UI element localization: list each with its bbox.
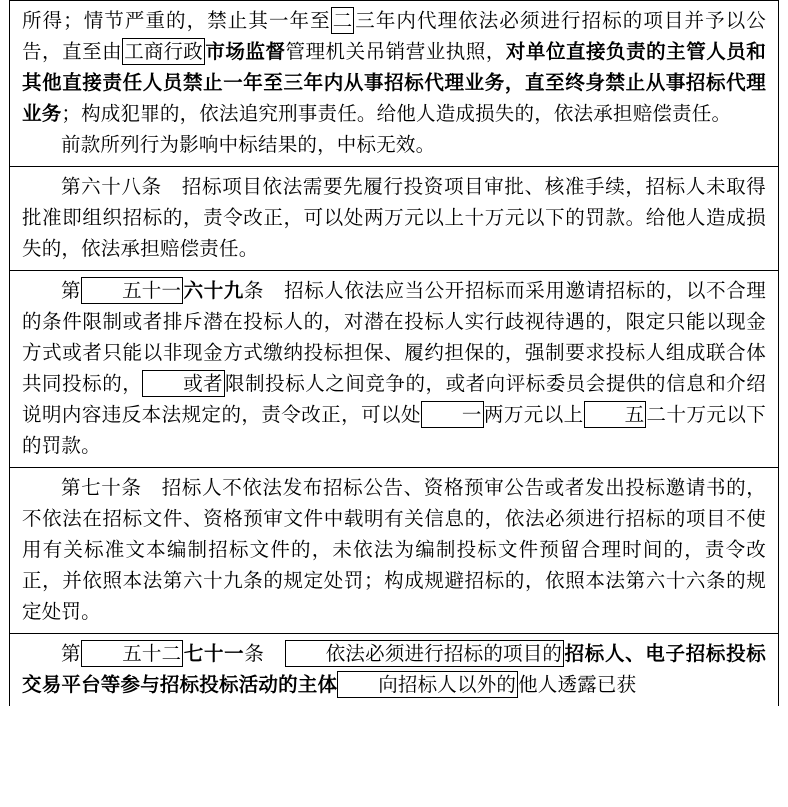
article-block-3 <box>10 271 779 468</box>
text-run: 二十万元以下的罚款。 <box>22 403 766 457</box>
table-row <box>10 167 779 271</box>
bold-run: 七十一 <box>183 642 245 665</box>
text-run: 两万元以上 <box>483 403 584 426</box>
article-block-1 <box>10 1 779 167</box>
text-run: 三年内代理依法必须进行招标的项目 <box>354 9 685 32</box>
text-run: 条 <box>244 642 285 665</box>
table-row <box>10 634 779 707</box>
text-run: 第七十条 招标人不依法发布招标公告、资格预审公告或者发出投标邀请书的，不依法在招标文件、资格预审文件中载明有关信息的，依法必须进行招标的项目不使用有关标准文本编制招标文件的，未依法为编制投标文件预留合理时间的，责令改正，并依照本法第六十九条的规定处罚；构成规避招标的，依照本法第六十六条的规定处罚。 <box>22 476 766 623</box>
table-row <box>10 1 779 167</box>
boxed-edit-run: 五十一 <box>81 277 183 304</box>
boxed-edit-run: 向招标人以外的 <box>337 671 518 698</box>
text-run: ；构成犯罪的，依法追究刑事责任。给他人造成损失的，依法承担赔偿责任。 <box>61 102 732 125</box>
bold-run: 招标人、电子招标投标交易平台等参与招标投标活动的主体 <box>22 642 766 696</box>
paragraph <box>22 472 766 627</box>
text-run: 第 <box>61 279 82 302</box>
boxed-edit-run: 依法必须进行招标的项目的 <box>285 640 564 667</box>
paragraph <box>22 129 766 160</box>
bold-run: 对单位直接负责的主管人员和其他直接责任人员禁止一年至三年内从事招标代理业务，直至终身禁止从事招标代理业务 <box>22 40 766 125</box>
text-run: 第六十八条 招标项目依法需要先履行投资项目审批、核准手续，招标人未取得批准即组织招标的，责令改正，可以处两万元以上十万元以下的罚款。给他人造成损失的，依法承担赔偿责任。 <box>22 175 766 260</box>
boxed-edit-run: 五 <box>584 401 647 428</box>
paragraph <box>22 275 766 461</box>
text-run: 所得；情节严重的，禁止其一年至 <box>22 9 331 32</box>
paragraph <box>22 171 766 264</box>
article-block-2 <box>10 167 779 271</box>
boxed-edit-run: 工商行政 <box>124 40 203 63</box>
boxed-edit-run: 或者 <box>142 370 224 397</box>
text-run: 前款所列行为影响中标结果的，中标无效。 <box>61 133 436 156</box>
text-run: 他人透露已获 <box>518 673 637 696</box>
law-text-table <box>9 0 779 706</box>
table-row <box>10 468 779 634</box>
boxed-edit-run: 五十二 <box>81 640 183 667</box>
text-run: 条 招标人依法应当公开招标而采用邀请招标的，以不合理的条件限制或者排斥潜在投标人的，对潜在投标人实行歧视待遇的，限定只能以现金方式或者只能以非现金方式缴纳投标担保、履约担保的，强制要求投标人组成联合体共同投标的， <box>22 279 767 395</box>
law-text-body <box>10 1 779 707</box>
text-run: 第 <box>61 642 82 665</box>
boxed-edit-run: 一 <box>421 401 484 428</box>
article-block-4 <box>10 468 779 634</box>
text-run: 并予以公告，直至由 <box>22 9 766 63</box>
text-run: 限制投标人之间竞争的，或者向评标委员会提供的信息和介绍说明内容违反本法规定的，责令改正，可以处 <box>22 372 766 426</box>
paragraph <box>22 638 766 700</box>
bold-run: 六十九 <box>183 279 244 302</box>
bold-run: 市场监督 <box>205 40 286 63</box>
paragraph <box>22 5 766 129</box>
text-run: 管理机关吊销营业执照， <box>285 40 506 63</box>
boxed-edit-run: 二 <box>332 9 353 32</box>
article-block-5 <box>10 634 779 707</box>
table-row <box>10 271 779 468</box>
